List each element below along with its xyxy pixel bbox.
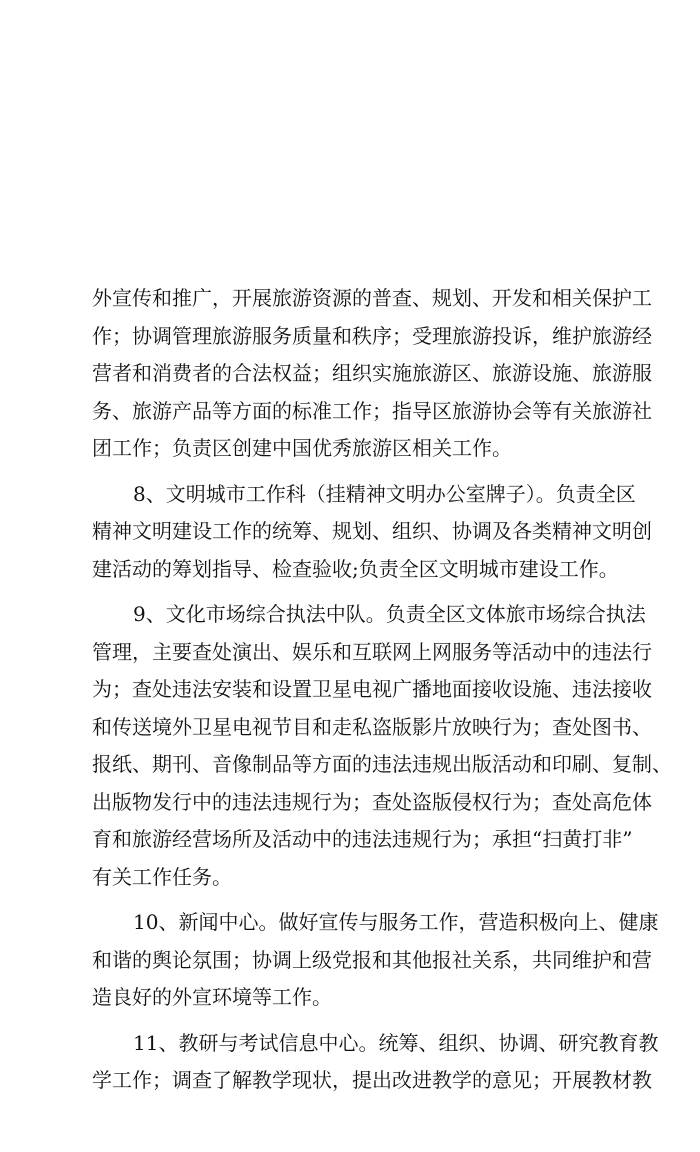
text-line: 为；查处违法安装和设置卫星电视广播地面接收设施、违法接收 [92,677,652,701]
text-line: 精神文明建设工作的统筹、规划、组织、协调及各类精神文明创 [92,519,652,543]
text-line: 和传送境外卫星电视节目和走私盗版影片放映行为；查处图书、 [92,714,652,739]
text-line: 团工作；负责区创建中国优秀旅游区相关工作。 [92,436,512,460]
text-line: 11、教研与考试信息中心。统筹、组织、协调、研究教育教 [133,1030,659,1055]
text-line: 出版物发行中的违法违规行为；查处盗版侵权行为；查处高危体 [92,789,652,814]
paragraph-item-10 [92,904,659,1017]
text-line: 8、文明城市工作科（挂精神文明办公室牌子）。负责全区 [133,481,636,506]
text-line: 育和旅游经营场所及活动中的违法违规行为；承担“扫黄打非” [92,827,633,851]
paragraph-item-8 [92,476,652,589]
paragraph-item-11 [92,1025,659,1100]
paragraph-item-9 [92,596,672,896]
text-line: 10、新闻中心。做好宣传与服务工作，营造积极向上、健康 [133,910,659,934]
text-line: 学工作；调查了解教学现状，提出改进教学的意见；开展教材教 [92,1068,652,1092]
text-line: 建活动的筹划指导、检查验收;负责全区文明城市建设工作。 [92,556,619,581]
text-line: 管理，主要查处演出、娱乐和互联网上网服务等活动中的违法行 [92,639,652,664]
document-body [92,280,672,1108]
text-line: 有关工作任务。 [92,864,232,889]
text-line: 9、文化市场综合执法中队。负责全区文体旅市场综合执法 [133,602,646,626]
text-line: 作；协调管理旅游服务质量和秩序；受理旅游投诉，维护旅游经 [92,323,652,348]
paragraph-tourism-continued [92,280,652,468]
text-line: 和谐的舆论氛围；协调上级党报和其他报社关系，共同维护和营 [92,947,652,972]
text-line: 务、旅游产品等方面的标准工作；指导区旅游协会等有关旅游社 [92,398,652,423]
text-line: 造良好的外宣环境等工作。 [92,985,332,1009]
text-line: 外宣传和推广，开展旅游资源的普查、规划、开发和相关保护工 [92,286,652,310]
text-line: 报纸、期刊、音像制品等方面的违法违规出版活动和印刷、复制、 [92,752,672,776]
text-line: 营者和消费者的合法权益；组织实施旅游区、旅游设施、旅游服 [92,361,652,385]
